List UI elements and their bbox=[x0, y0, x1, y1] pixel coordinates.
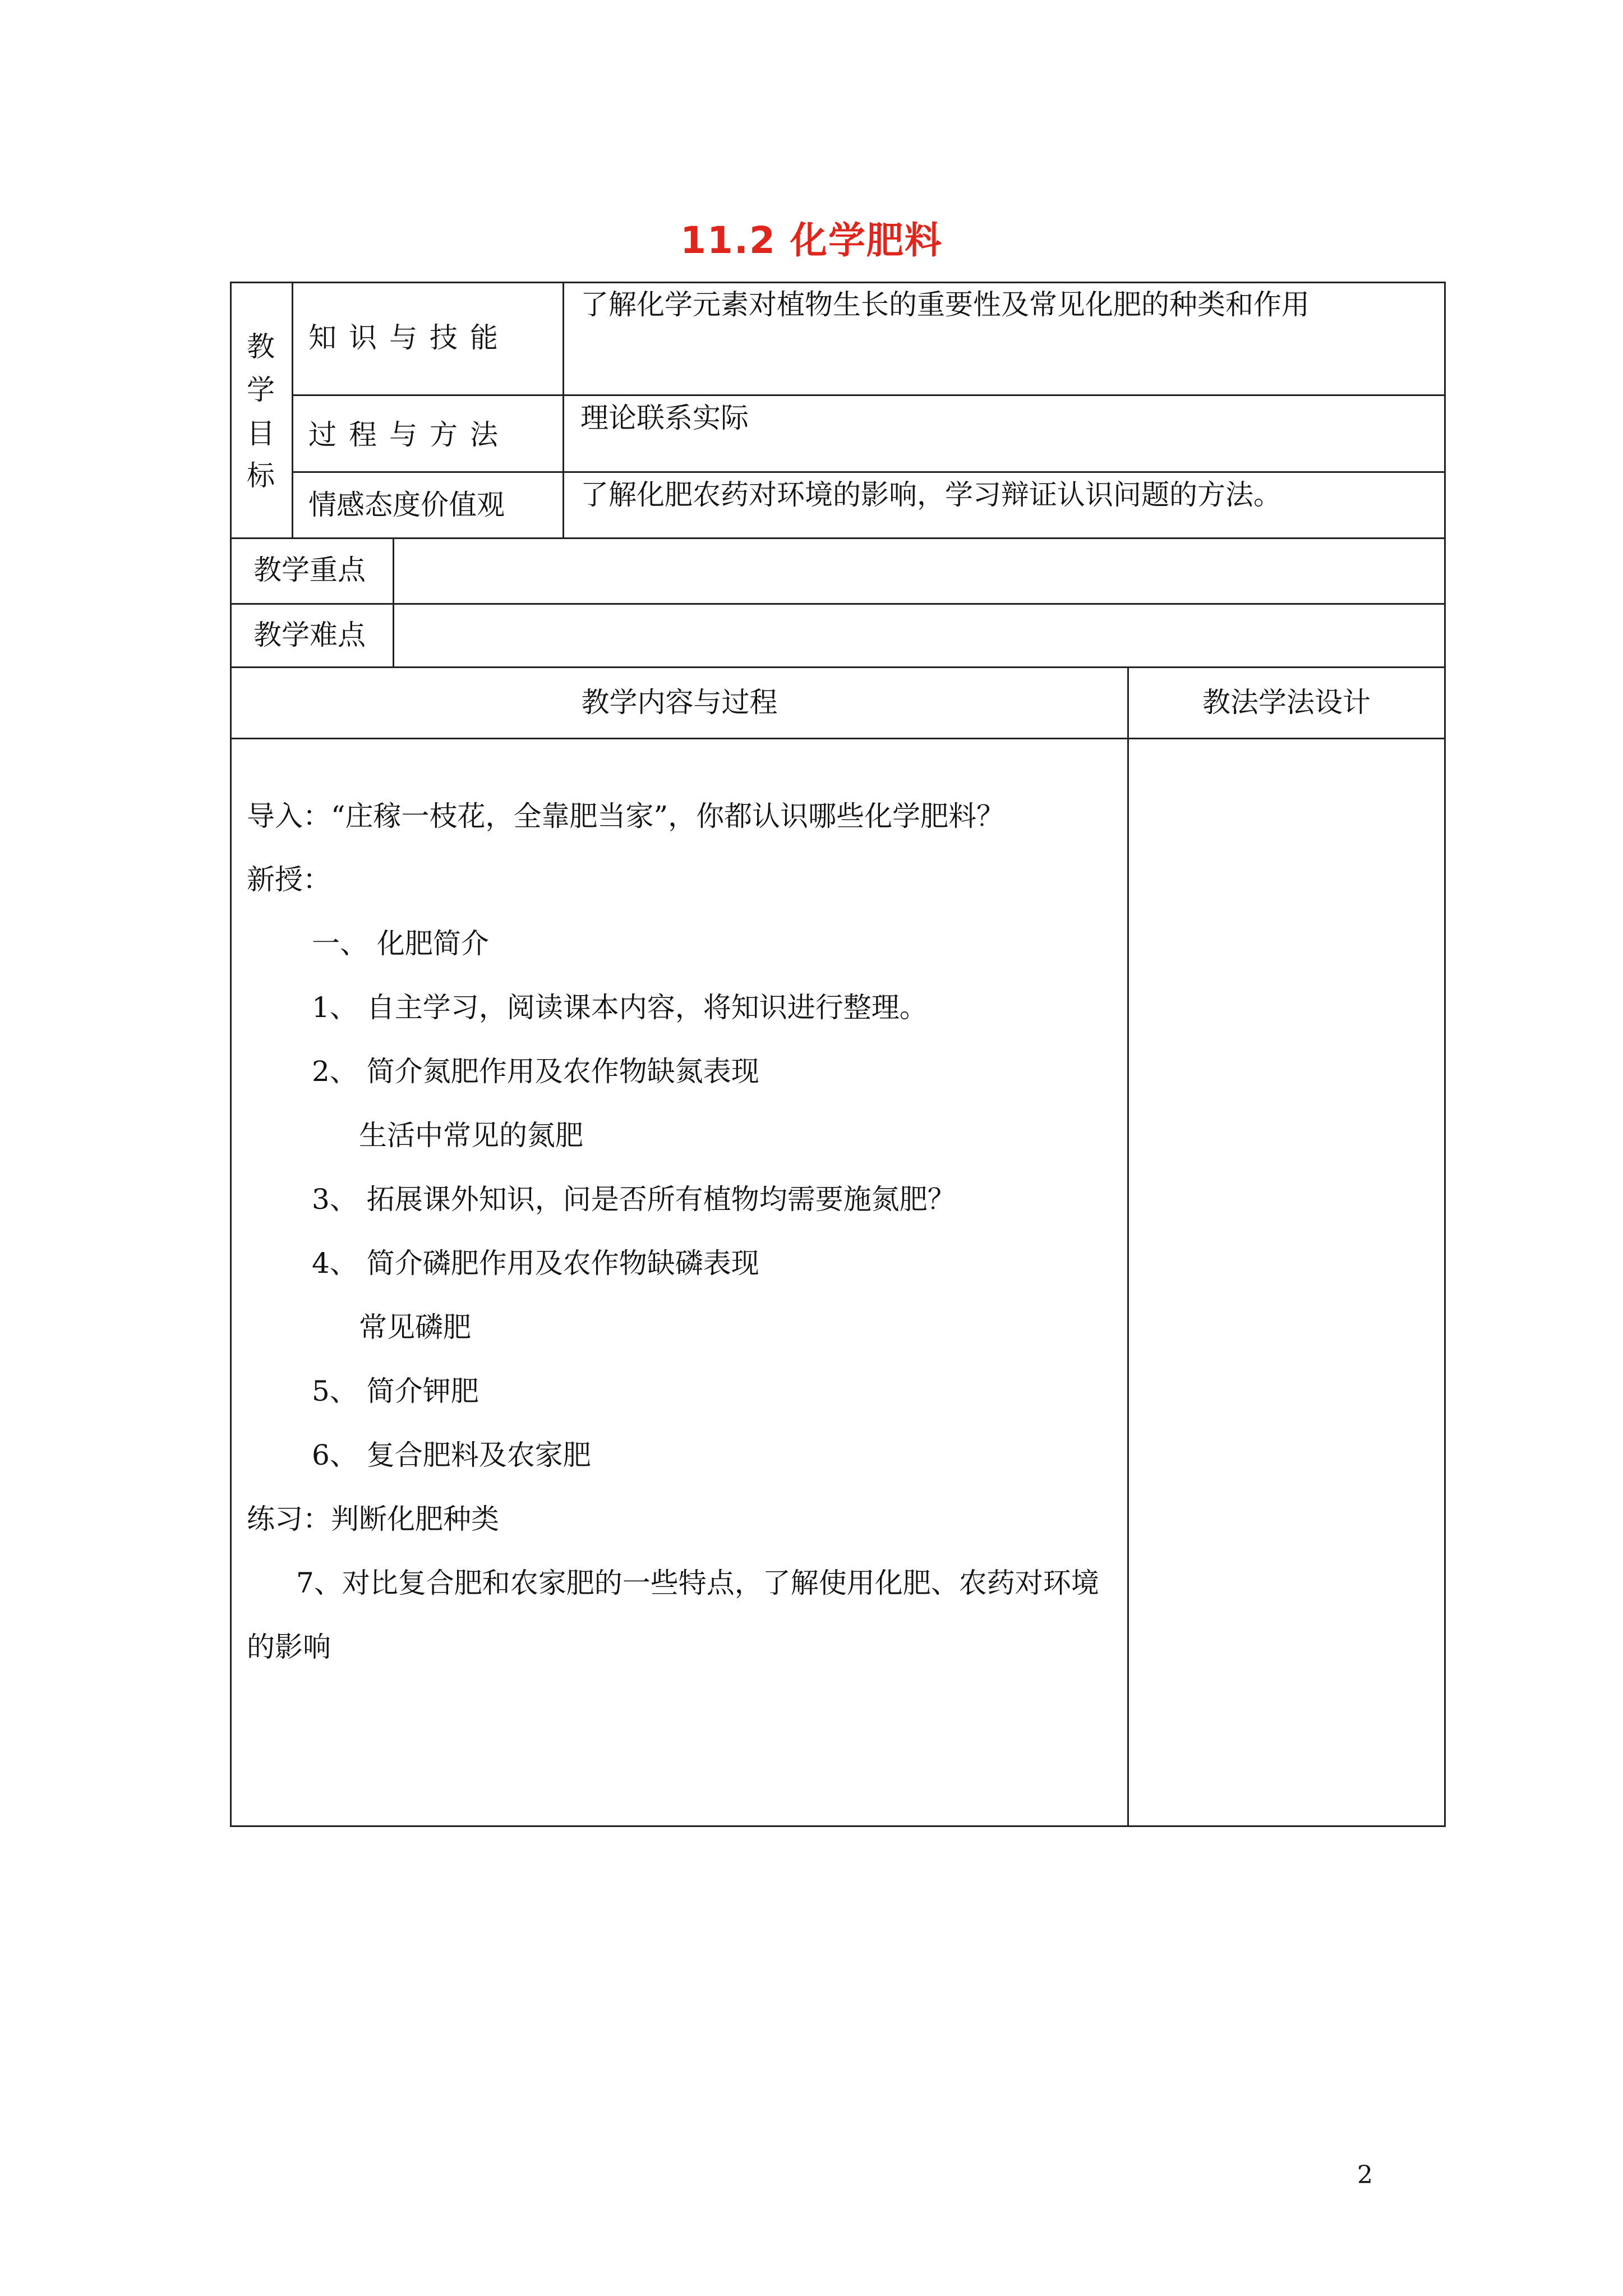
process-line-intro: 导入：“庄稼一枝花，全靠肥当家”，你都认识哪些化学肥料？ bbox=[247, 800, 1005, 832]
row-divider bbox=[230, 666, 1446, 668]
objective-content-process: 理论联系实际 bbox=[580, 402, 749, 434]
process-line: 6、 复合肥料及农家肥 bbox=[312, 1439, 591, 1471]
objective-content-knowledge: 了解化学元素对植物生长的重要性及常见化肥的种类和作用 bbox=[580, 288, 1310, 321]
process-line: 7、对比复合肥和农家肥的一些特点，了解使用化肥、农药对环境 bbox=[296, 1567, 1099, 1599]
process-line: 常见磷肥 bbox=[359, 1311, 471, 1343]
process-line-new: 新授： bbox=[247, 863, 331, 896]
process-line: 1、 自主学习，阅读课本内容，将知识进行整理。 bbox=[312, 991, 928, 1024]
objective-label-attitude: 情感态度价值观 bbox=[308, 489, 505, 521]
process-line: 2、 简介氮肥作用及农作物缺氮表现 bbox=[312, 1055, 759, 1088]
col-divider bbox=[393, 537, 394, 666]
row-divider bbox=[230, 738, 1446, 739]
row-divider bbox=[230, 537, 1446, 539]
difficulties-label: 教学难点 bbox=[253, 619, 366, 651]
objective-label-process: 过程与方法 bbox=[308, 418, 510, 451]
objectives-group-char: 标 bbox=[247, 459, 275, 492]
process-line-exercise: 练习：判断化肥种类 bbox=[247, 1503, 499, 1535]
key-points-label: 教学重点 bbox=[253, 554, 366, 586]
process-line: 的影响 bbox=[247, 1631, 331, 1663]
process-line: 生活中常见的氮肥 bbox=[359, 1119, 583, 1152]
objective-label-knowledge: 知识与技能 bbox=[308, 321, 510, 354]
objectives-group-char: 目 bbox=[247, 417, 275, 450]
process-line: 4、 简介磷肥作用及农作物缺磷表现 bbox=[312, 1247, 759, 1280]
col-divider bbox=[292, 282, 293, 537]
process-line: 5、 简介钾肥 bbox=[312, 1375, 479, 1407]
page-title: 11.2 化学肥料 bbox=[680, 219, 943, 262]
process-line: 3、 拓展课外知识，问是否所有植物均需要施氮肥？ bbox=[312, 1183, 956, 1216]
row-divider bbox=[292, 471, 1446, 473]
process-column-header: 教学内容与过程 bbox=[581, 686, 778, 719]
method-column-header: 教法学法设计 bbox=[1202, 686, 1371, 719]
col-divider bbox=[1127, 666, 1129, 1827]
row-divider bbox=[230, 603, 1446, 605]
row-divider bbox=[292, 394, 1446, 396]
objective-content-attitude: 了解化肥农药对环境的影响，学习辩证认识问题的方法。 bbox=[580, 478, 1281, 511]
objectives-group-char: 学 bbox=[247, 374, 275, 406]
col-divider bbox=[562, 282, 564, 537]
process-line-section: 一、 化肥简介 bbox=[312, 927, 489, 960]
objectives-group-char: 教 bbox=[247, 330, 275, 363]
page-number: 2 bbox=[1357, 2161, 1373, 2189]
